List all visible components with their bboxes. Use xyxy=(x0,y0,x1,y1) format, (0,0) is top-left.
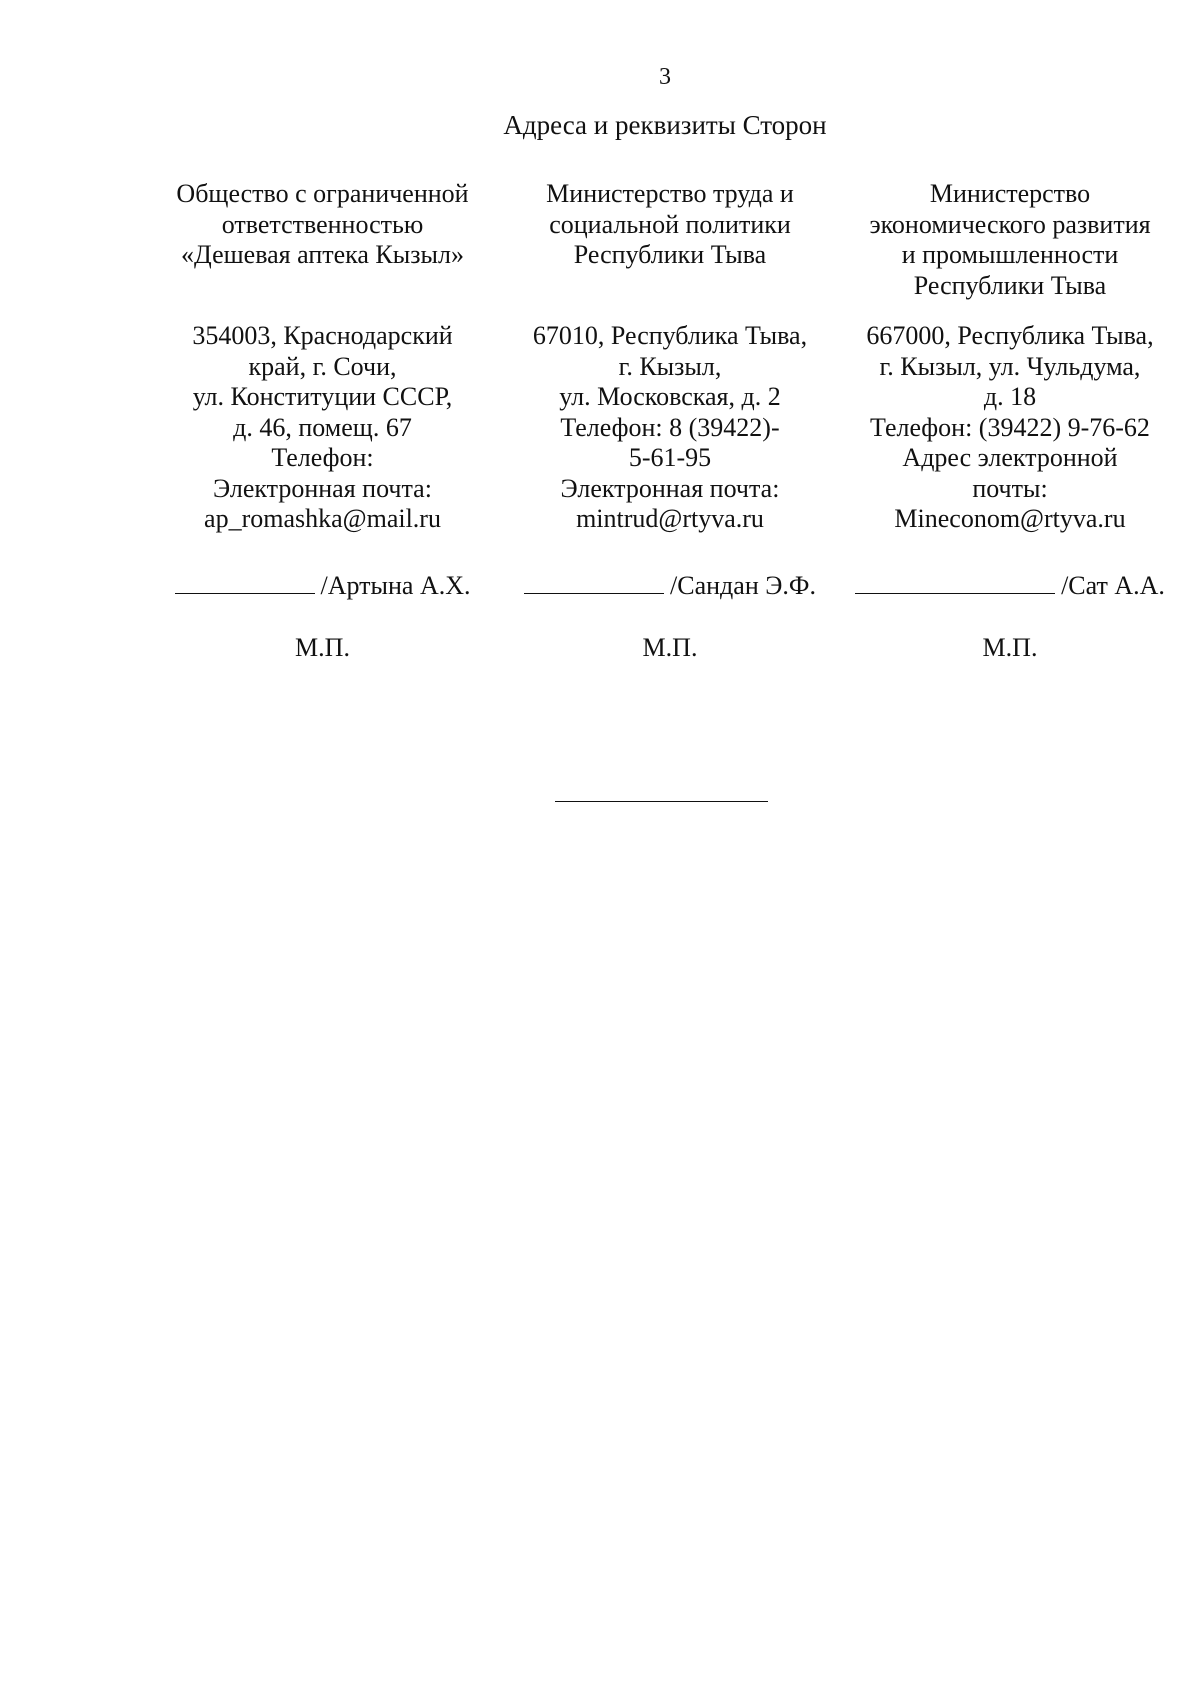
party-1-organization xyxy=(160,179,485,321)
address-line: 667000, Республика Тыва, xyxy=(866,321,1154,350)
org-line: Министерство труда и xyxy=(546,179,794,208)
party-1-signature xyxy=(160,571,485,633)
signature-line xyxy=(855,592,1055,594)
address-line: край, г. Сочи, xyxy=(248,351,397,381)
signatory-name: /Сандан Э.Ф. xyxy=(670,571,816,600)
address-line: 354003, Краснодарский xyxy=(192,321,453,350)
signature-line xyxy=(175,592,315,594)
address-line: Mineconom@rtyva.ru xyxy=(894,504,1126,533)
address-line: почты: xyxy=(972,473,1048,503)
address-line: ул. Московская, д. 2 xyxy=(559,382,781,411)
party-3-stamp: М.П. xyxy=(982,633,1038,662)
address-line: Электронная почта: xyxy=(560,473,780,503)
party-3-organization xyxy=(840,179,1180,321)
party-1-stamp: М.П. xyxy=(295,633,350,662)
party-3-signature xyxy=(840,571,1180,633)
org-line: Республики Тыва xyxy=(573,240,767,269)
org-line: Общество с ограниченной xyxy=(176,179,469,208)
party-column-3 xyxy=(840,179,1180,664)
closing-rule xyxy=(555,801,768,802)
org-line: экономического развития xyxy=(869,209,1151,239)
signatory-name: /Артына А.Х. xyxy=(320,571,471,600)
party-2-signature xyxy=(505,571,835,633)
org-line: социальной политики xyxy=(549,209,791,239)
section-title: Адреса и реквизиты Сторон xyxy=(503,110,827,140)
address-line: Телефон: xyxy=(271,443,374,472)
org-line: Республики Тыва xyxy=(913,270,1107,300)
address-line: Телефон: (39422) 9-76-62 xyxy=(870,412,1150,442)
address-line: д. 46, помещ. 67 xyxy=(233,412,412,442)
address-line: г. Кызыл, xyxy=(618,351,722,381)
address-line: г. Кызыл, ул. Чульдума, xyxy=(879,351,1141,381)
org-line: Министерство xyxy=(929,179,1091,208)
party-1-address xyxy=(160,321,485,571)
signature-line xyxy=(524,592,664,594)
address-line: mintrud@rtyva.ru xyxy=(576,504,764,533)
address-line: ул. Конституции СССР, xyxy=(192,382,453,411)
address-line: 5-61-95 xyxy=(628,443,712,472)
address-line: Телефон: 8 (39422)- xyxy=(560,412,780,442)
party-2-organization xyxy=(505,179,835,321)
address-line: 67010, Республика Тыва, xyxy=(532,321,808,350)
address-line: Электронная почта: xyxy=(213,473,432,503)
signatory-name: /Сат А.А. xyxy=(1061,571,1165,600)
address-line: д. 18 xyxy=(983,382,1037,411)
party-2-address xyxy=(505,321,835,571)
party-2-stamp: М.П. xyxy=(642,633,698,662)
address-line: ap_romashka@mail.ru xyxy=(204,504,441,533)
party-column-1 xyxy=(160,179,485,664)
org-line: ответственностью xyxy=(221,209,424,239)
address-line: Адрес электронной xyxy=(902,443,1118,472)
party-column-2 xyxy=(505,179,835,664)
org-line: «Дешевая аптека Кызыл» xyxy=(181,240,464,269)
org-line: и промышленности xyxy=(901,240,1119,269)
party-3-address xyxy=(840,321,1180,571)
page-number: 3 xyxy=(659,64,671,90)
